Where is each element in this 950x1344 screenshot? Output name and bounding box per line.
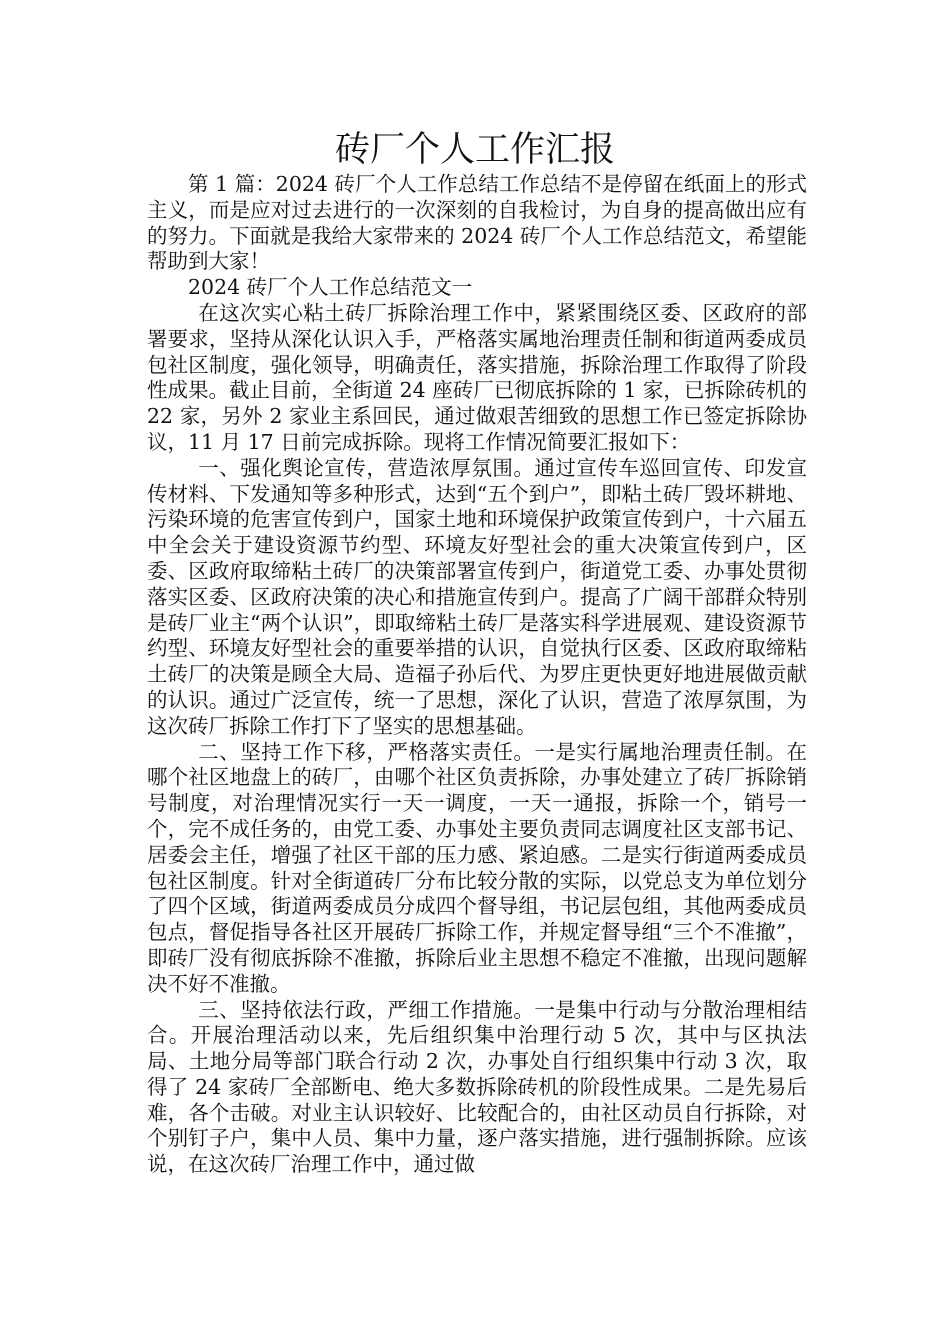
body-paragraph: 二、坚持工作下移，严格落实责任。一是实行属地治理责任制。在哪个社区地盘上的砖厂，由哪个社区负责拆除，办事处建立了砖厂拆除销号制度，对治理情况实行一天一调度，一天一通报，拆除一个，销号一个，完不成任务的，由党工委、办事处主要负责同志调度社区支部书记、居委会主任，增强了社区干部的压力感、紧迫感。二是实行街道两委成员包社区制度。针对全街道砖厂分布比较分散的实际，以党总支为单位划分了四个区域，街道两委成员分成四个督导组，书记层包组，其他两委成员包点，督促指导各社区开展砖厂拆除工作，并规定督导组“三个不准撤”，即砖厂没有彻底拆除不准撤，拆除后业主思想不稳定不准撤，出现问题解决不好不准撤。	[147, 739, 807, 996]
document-title: 砖厂个人工作汇报	[334, 130, 615, 170]
body-paragraph: 在这次实心粘土砖厂拆除治理工作中，紧紧围绕区委、区政府的部署要求，坚持从深化认识入手，严格落实属地治理责任制和街道两委成员包社区制度，强化领导，明确责任，落实措施，拆除治理工作取得了阶段性成果。截止目前，全街道 24 座砖厂已彻底拆除的 1 家，已拆除砖机的 22 家，另外 2 家业主系回民，通过做艰苦细致的思想工作已签定拆除协议，11 月 17 日前完成拆除。现将工作情况简要汇报如下：	[147, 300, 807, 454]
body-paragraph: 一、强化舆论宣传，营造浓厚氛围。通过宣传车巡回宣传、印发宣传材料、下发通知等多种形式，达到“五个到户”，即粘土砖厂毁坏耕地、污染环境的危害宣传到户，国家土地和环境保护政策宣传到户，十六届五中全会关于建设资源节约型、环境友好型社会的重大决策宣传到户，区委、区政府取缔粘土砖厂的决策部署宣传到户，街道党工委、办事处贯彻落实区委、区政府决策的决心和措施宣传到户。提高了广阔干部群众特别是砖厂业主“两个认识”，即取缔粘土砖厂是落实科学进展观、建设资源节约型、环境友好型社会的重要举措的认识，自觉执行区委、区政府取缔粘土砖厂的决策是顾全大局、造福子孙后代、为罗庄更快更好地进展做贡献的认识。通过广泛宣传，统一了思想，深化了认识，营造了浓厚氛围，为这次砖厂拆除工作打下了坚实的思想基础。	[147, 455, 807, 738]
document-body	[147, 172, 807, 1178]
body-paragraph: 三、坚持依法行政，严细工作措施。一是集中行动与分散治理相结合。开展治理活动以来，先后组织集中治理行动 5 次，其中与区执法局、土地分局等部门联合行动 2 次，办事处自行组织集中行动 3 次，取得了 24 家砖厂全部断电、绝大多数拆除砖机的阶段性成果。二是先易后难，各个击破。对业主认识较好、比较配合的，由社区动员自行拆除，对个别钉子户，集中人员、集中力量，逐户落实措施，进行强制拆除。应该说，在这次砖厂治理工作中，通过做	[147, 997, 807, 1177]
section-heading: 2024 砖厂个人工作总结范文一	[188, 275, 473, 300]
intro-paragraph: 第 1 篇：2024 砖厂个人工作总结工作总结不是停留在纸面上的形式主义，而是应对过去进行的一次深刻的自我检讨，为自身的提高做出应有的努力。下面就是我给大家带来的 2024 砖厂个人工作总结范文，希望能帮助到大家！	[147, 172, 807, 274]
